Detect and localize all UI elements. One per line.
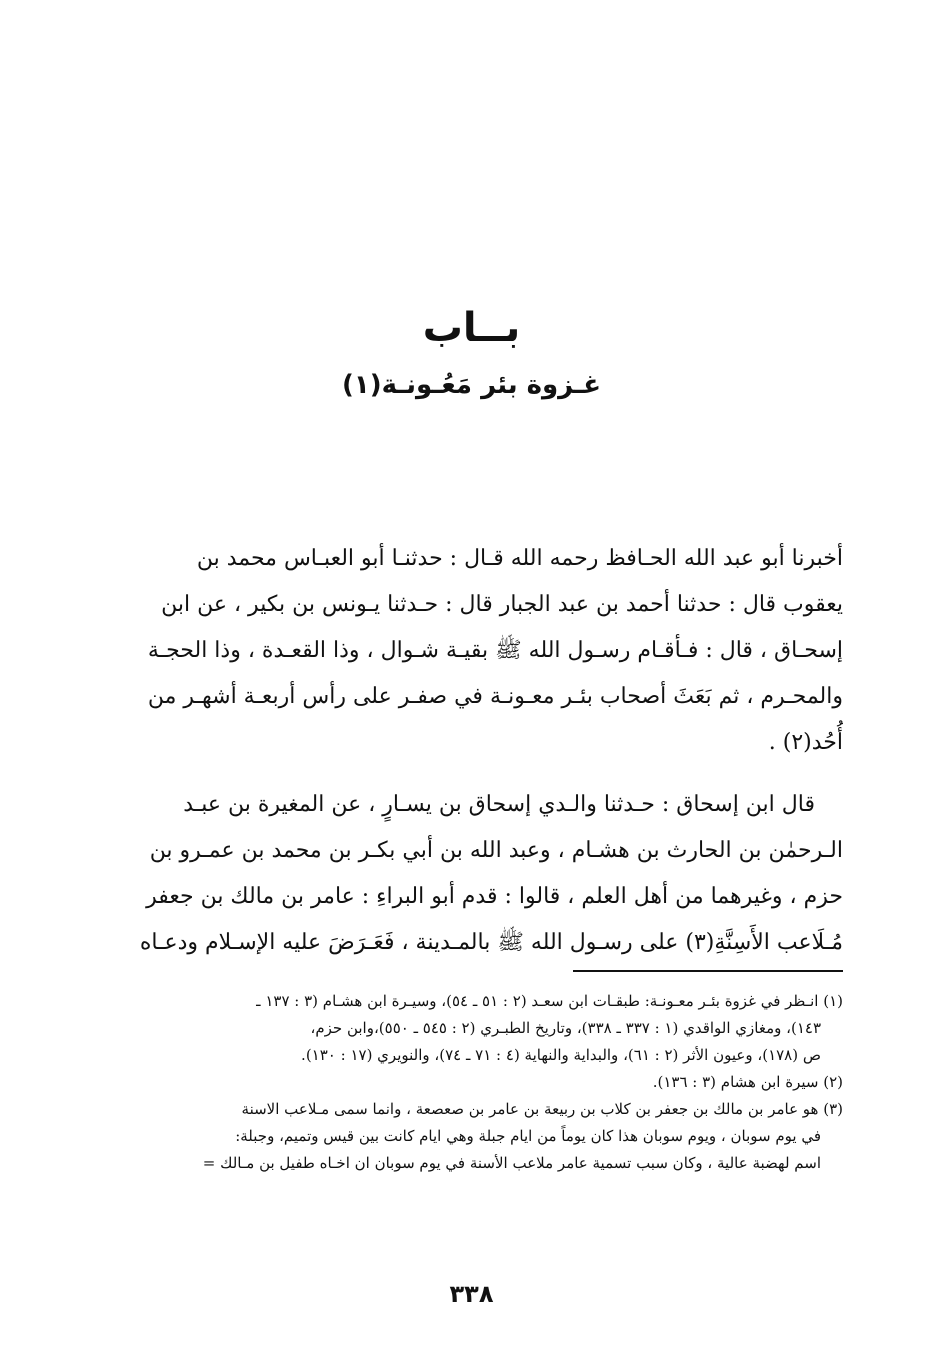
paragraph-line: أُحُد(٢) . xyxy=(768,730,843,755)
paragraph-line: إسحـاق ، قال : فـأقـام رسـول الله ﷺ بقيـة شـوال ، وذا القعـدة ، وذا الحجـة xyxy=(147,638,843,663)
paragraph-line: والمحـرم ، ثم بَعَثَ أصحاب بئـر معـونـة في صفـر على رأس أربعـة أشهـر من xyxy=(147,684,843,709)
paragraph-line: الـرحمٰن بن الحارث بن هشـام ، وعبد الله بن أبي بكـر بن محمد بن عمـرو بن xyxy=(149,838,843,863)
footnote-line: ١٤٣)، ومغازي الواقدي (١ : ٣٣٧ ـ ٣٣٨)، وتاريخ الطبـري (٢ : ٥٤٥ ـ ٥٥٠)،وابن حزم، xyxy=(310,1019,821,1037)
footnote-divider xyxy=(573,970,843,972)
paragraph-2 xyxy=(105,782,843,966)
page-number: ٣٣٨ xyxy=(449,1280,494,1308)
chapter-heading: بــاب xyxy=(422,305,521,351)
footnotes xyxy=(105,988,843,1177)
footnote-line: (٣) هو عامر بن مالك بن جعفر بن كلاب بن ربيعة بن عامر بن صعصعة ، وانما سمى مـلاعب الاسنة xyxy=(241,1100,843,1118)
footnote-line: ص (١٧٨)، وعيون الأثر (٢ : ٦١)، والبداية والنهاية (٤ : ٧١ ـ ٧٤)، والنويري (١٧ : ١٣٠). xyxy=(301,1046,821,1064)
paragraph-line: قال ابن إسحاق : حـدثنا والـدي إسحاق بن يسـارٍ ، عن المغيرة بن عبـد xyxy=(183,792,815,817)
footnote-line: في يوم سوبان ، ويوم سوبان هذا كان يوماً من ايام جبلة وهي ايام كانت بين قيس وتميم، وجبلة: xyxy=(235,1127,821,1145)
footnote-line: اسم لهضبة عالية ، وكان سبب تسمية عامر ملاعب الأسنة في يوم سوبان ان اخـاه طفيل بن مـالك = xyxy=(202,1154,821,1172)
footnote-line: (١) انـظر في غزوة بئـر معـونـة: طبقـات ابن سعـد (٢ : ٥١ ـ ٥٤)، وسيـرة ابن هشـام (٣ : ١٣٧ ـ xyxy=(256,992,843,1010)
paragraph-line: يعقوب قال : حدثنا أحمد بن عبد الجبار قال : حـدثنا يـونس بن بكير ، عن ابن xyxy=(161,592,843,617)
paragraph-line: أخبرنا أبو عبد الله الحـافظ رحمه الله قـال : حدثنـا أبو العبـاس محمد بن xyxy=(196,546,843,571)
paragraph-1 xyxy=(105,536,843,766)
footnote-line: (٢) سيرة ابن هشام (٣ : ١٣٦). xyxy=(652,1073,843,1091)
paragraph-line: حزم ، وغيرهما من أهل العلم ، قالوا : قدم أبو البراءِ : عامر بن مالك بن جعفر xyxy=(146,884,843,909)
chapter-subtitle: غـزوة بئر مَعُـونـة(١) xyxy=(341,370,601,400)
paragraph-line: مُـلَاعب الأَسِنَّةِ(٣) على رسـول الله ﷺ بالمـدينة ، فَعَـرَضَ عليه الإسـلام ودعـاه xyxy=(139,930,843,955)
